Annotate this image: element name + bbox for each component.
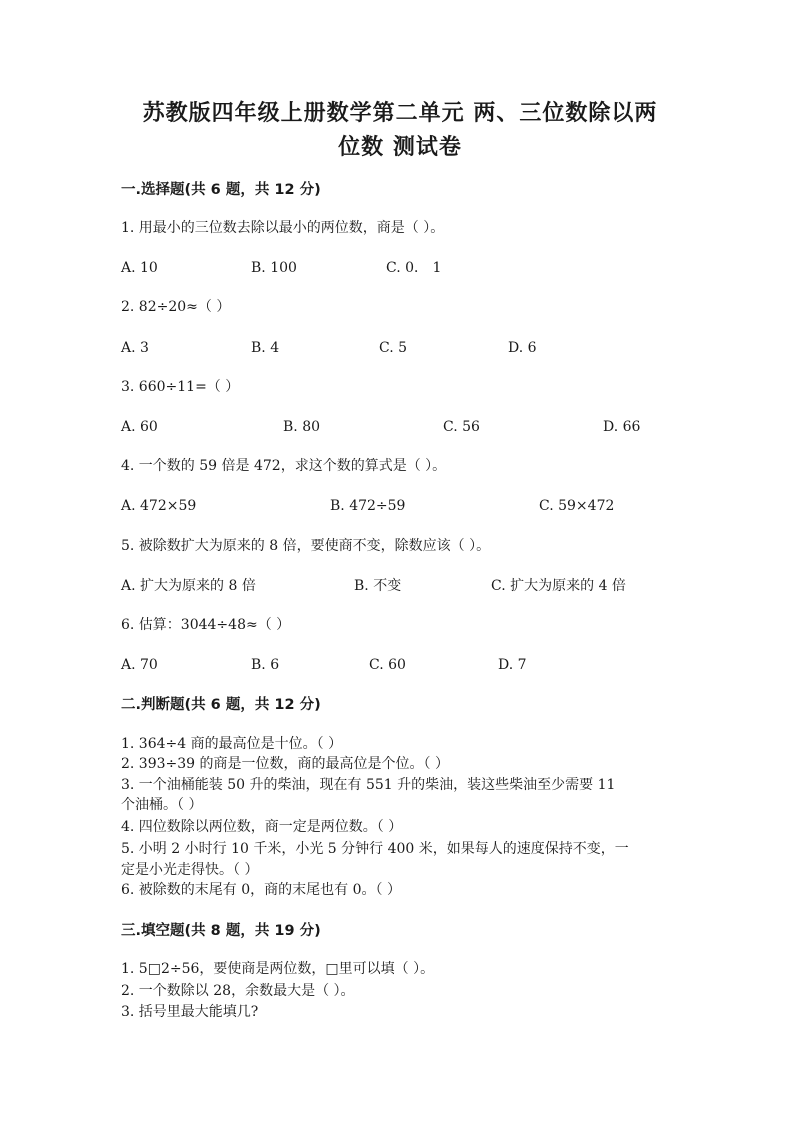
page-title-line-1: 苏教版四年级上册数学第二单元 两、三位数除以两	[142, 101, 658, 126]
option-c: C. 0． 1	[386, 260, 442, 276]
option-c: C. 56	[443, 419, 480, 435]
option-b: B. 4	[251, 340, 280, 356]
fill-blank-line: 2. 一个数除以 28，余数最大是（ ）。	[121, 983, 355, 999]
option-b: B. 6	[251, 657, 280, 673]
option-a: A. 60	[121, 419, 158, 435]
option-a: A. 10	[121, 260, 158, 276]
statement-line: 个油桶。（ ）	[121, 797, 203, 813]
statement-line: 3. 一个油桶能装 50 升的柴油，现在有 551 升的柴油，装这些柴油至少需要 11	[121, 777, 616, 793]
question-text: 3. 660÷11=（ ）	[121, 379, 240, 395]
question-text: 2. 82÷20≈（ ）	[121, 299, 231, 315]
statement-line: 4. 四位数除以两位数，商一定是两位数。（ ）	[121, 819, 403, 835]
question-text: 1. 用最小的三位数去除以最小的两位数，商是（ ）。	[121, 220, 445, 236]
fill-blank-line: 1. 5□2÷56，要使商是两位数，□里可以填（ ）。	[121, 961, 435, 977]
option-b: B. 80	[283, 419, 321, 435]
option-c: C. 59×472	[539, 498, 615, 514]
question-text: 5. 被除数扩大为原来的 8 倍，要使商不变，除数应该（ ）。	[121, 538, 491, 554]
option-a: A. 472×59	[121, 498, 197, 514]
statement-line: 6. 被除数的末尾有 0，商的末尾也有 0。（ ）	[121, 882, 401, 898]
option-d: D. 7	[498, 657, 527, 673]
statement-line: 5. 小明 2 小时行 10 千米，小光 5 分钟行 400 米，如果每人的速度保持不变，一	[121, 841, 629, 857]
option-a: A. 70	[121, 657, 158, 673]
option-c: C. 5	[379, 340, 408, 356]
option-d: D. 66	[603, 419, 641, 435]
question-text: 6. 估算：3044÷48≈（ ）	[121, 617, 291, 633]
statement-line: 定是小光走得快。（ ）	[121, 862, 259, 878]
option-a: A. 扩大为原来的 8 倍	[121, 578, 256, 594]
section-heading-fill-blank: 三.填空题(共 8 题，共 19 分)	[121, 923, 321, 939]
question-text: 4. 一个数的 59 倍是 472，求这个数的算式是（ ）。	[121, 458, 447, 474]
section-heading-choice: 一.选择题(共 6 题，共 12 分)	[121, 182, 321, 198]
option-b: B. 100	[251, 260, 297, 276]
option-c: C. 扩大为原来的 4 倍	[491, 578, 626, 594]
option-c: C. 60	[369, 657, 406, 673]
statement-line: 1. 364÷4 商的最高位是十位。（ ）	[121, 736, 343, 752]
option-a: A. 3	[121, 340, 149, 356]
option-d: D. 6	[508, 340, 537, 356]
option-b: B. 472÷59	[330, 498, 406, 514]
statement-line: 2. 393÷39 的商是一位数，商的最高位是个位。（ ）	[121, 756, 449, 772]
page-title-line-2: 位数 测试卷	[338, 135, 462, 160]
fill-blank-line: 3. 括号里最大能填几?	[121, 1004, 259, 1020]
section-heading-true-false: 二.判断题(共 6 题，共 12 分)	[121, 697, 321, 713]
option-b: B. 不变	[354, 578, 402, 594]
